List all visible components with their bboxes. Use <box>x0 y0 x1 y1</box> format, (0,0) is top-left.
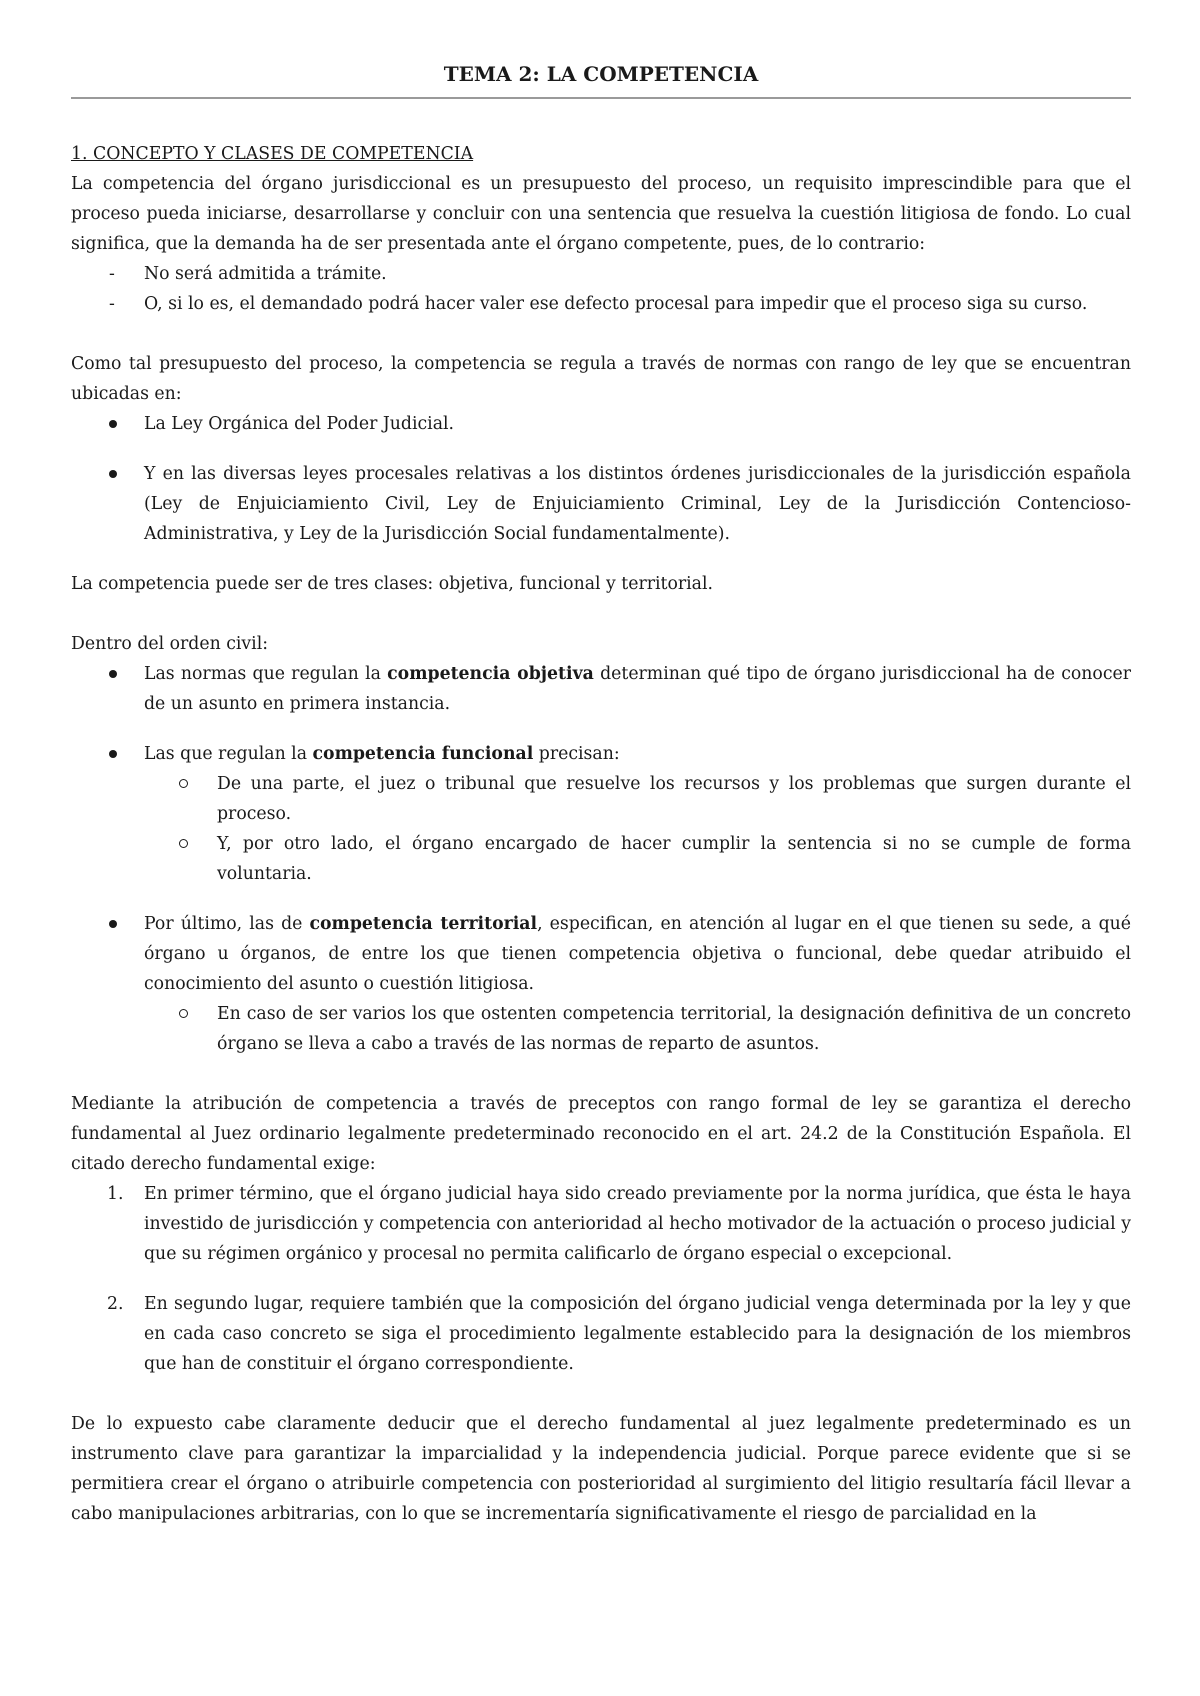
list-item <box>71 909 1131 1059</box>
requirements-list <box>71 1179 1131 1379</box>
bold-term: competencia funcional <box>312 744 534 764</box>
list-item <box>71 459 1131 549</box>
regulation-list <box>71 409 1131 549</box>
circle-marker <box>179 839 188 848</box>
right-paragraph: Mediante la atribución de competencia a través de preceptos con rango formal de ley se garantiza el derecho fundamental al Juez ordinario legalmente predeterminado reconocido en el art. 24.2 de la Constitución Española. El citado derecho fundamental exige: <box>71 1094 1131 1174</box>
section-heading: 1. CONCEPTO Y CLASES DE COMPETENCIA <box>71 144 474 164</box>
bold-term: competencia territorial <box>309 914 538 934</box>
bullet-marker <box>109 750 117 758</box>
bold-term: competencia objetiva <box>387 664 594 684</box>
civil-order-paragraph: Dentro del orden civil: <box>71 634 269 654</box>
list-item-text-end: precisan: <box>533 744 620 764</box>
circle-marker <box>179 1009 188 1018</box>
numbered-item-text: En primer término, que el órgano judicial haya sido creado previamente por la norma jurídica, que ésta le haya investido de jurisdicción y competencia con anterioridad al hecho motivador de la actuación o proceso judicial y que su régimen orgánico y procesal no permita calificarlo de órgano especial o excepcional. <box>144 1184 1131 1264</box>
bullet-marker <box>109 920 117 928</box>
circle-marker <box>179 779 188 788</box>
intro-paragraph: La competencia del órgano jurisdiccional es un presupuesto del proceso, un requisito imprescindible para que el proceso pueda iniciarse, desarrollarse y concluir con una sentencia que resuelva la cuestión litigiosa de fondo. Lo cual significa, que la demanda ha de ser presentada ante el órgano competente, pues, de lo contrario: <box>71 174 1131 254</box>
document-page <box>71 52 1131 1529</box>
list-item <box>71 289 1131 319</box>
list-item <box>71 409 1131 439</box>
title-divider <box>71 97 1131 99</box>
bullet-marker <box>109 470 117 478</box>
sub-list-item <box>71 829 1131 889</box>
classes-paragraph: La competencia puede ser de tres clases: objetiva, funcional y territorial. <box>71 574 713 594</box>
numbered-item-text: En segundo lugar, requiere también que la composición del órgano judicial venga determinada por la ley y que en cada caso concreto se siga el procedimiento legalmente establecido para la designación de los miembros que han de constituir el órgano correspondiente. <box>144 1294 1131 1374</box>
civil-competence-list <box>71 659 1131 1059</box>
dash-marker: - <box>109 294 115 314</box>
list-item-text: O, si lo es, el demandado podrá hacer valer ese defecto procesal para impedir que el proceso siga su curso. <box>144 294 1088 314</box>
dash-marker: - <box>109 264 115 284</box>
functional-sublist <box>71 769 1131 889</box>
conclusion-paragraph: De lo expuesto cabe claramente deducir que el derecho fundamental al juez legalmente predeterminado es un instrumento clave para garantizar la imparcialidad y la independencia judicial. Porque parece evidente que si se permitiera crear el órgano o atribuirle competencia con posterioridad al surgimiento del litigio resultaría fácil llevar a cabo manipulaciones arbitrarias, con lo que se incrementaría significativamente el riesgo de parcialidad en la <box>71 1414 1131 1524</box>
sub-list-item-text: De una parte, el juez o tribunal que resuelve los recursos y los problemas que surgen durante el proceso. <box>217 774 1131 824</box>
list-item-text-end: determinan qué tipo de órgano jurisdiccional ha de conocer de un asunto en primera instancia. <box>144 664 1131 714</box>
list-item-text: No será admitida a trámite. <box>144 264 387 284</box>
regulation-paragraph: Como tal presupuesto del proceso, la competencia se regula a través de normas con rango de ley que se encuentran ubicadas en: <box>71 354 1131 404</box>
sub-list-item <box>71 769 1131 829</box>
list-item-text: Y en las diversas leyes procesales relativas a los distintos órdenes jurisdiccionales de la jurisdicción española (Ley de Enjuiciamiento Civil, Ley de Enjuiciamiento Criminal, Ley de la Jurisdicción Contencioso-Administrativa, y Ley de la Jurisdicción Social fundamentalmente). <box>144 464 1131 544</box>
sub-list-item <box>71 999 1131 1059</box>
list-item-text-start: Por último, las de <box>144 914 310 934</box>
numbered-item <box>71 1289 1131 1379</box>
list-item-text: La Ley Orgánica del Poder Judicial. <box>144 414 455 434</box>
item-number: 2. <box>107 1294 124 1314</box>
numbered-item <box>71 1179 1131 1269</box>
bullet-marker <box>109 670 117 678</box>
bullet-marker <box>109 420 117 428</box>
list-item-text-start: Las normas que regulan la <box>144 664 388 684</box>
sub-list-item-text: Y, por otro lado, el órgano encargado de hacer cumplir la sentencia si no se cumple de forma voluntaria. <box>217 834 1131 884</box>
consequences-list <box>71 259 1131 319</box>
territorial-sublist <box>71 999 1131 1059</box>
item-number: 1. <box>107 1184 124 1204</box>
list-item-text-start: Las que regulan la <box>144 744 313 764</box>
document-title: TEMA 2: LA COMPETENCIA <box>443 62 759 86</box>
list-item <box>71 739 1131 889</box>
list-item <box>71 659 1131 719</box>
list-item-text-end: , especifican, en atención al lugar en el que tienen su sede, a qué órgano u órganos, de entre los que tienen competencia objetiva o funcional, debe quedar atribuido el conocimiento del asunto o cuestión litigiosa. <box>144 914 1131 994</box>
list-item <box>71 259 1131 289</box>
sub-list-item-text: En caso de ser varios los que ostenten competencia territorial, la designación definitiva de un concreto órgano se lleva a cabo a través de las normas de reparto de asuntos. <box>217 1004 1131 1054</box>
